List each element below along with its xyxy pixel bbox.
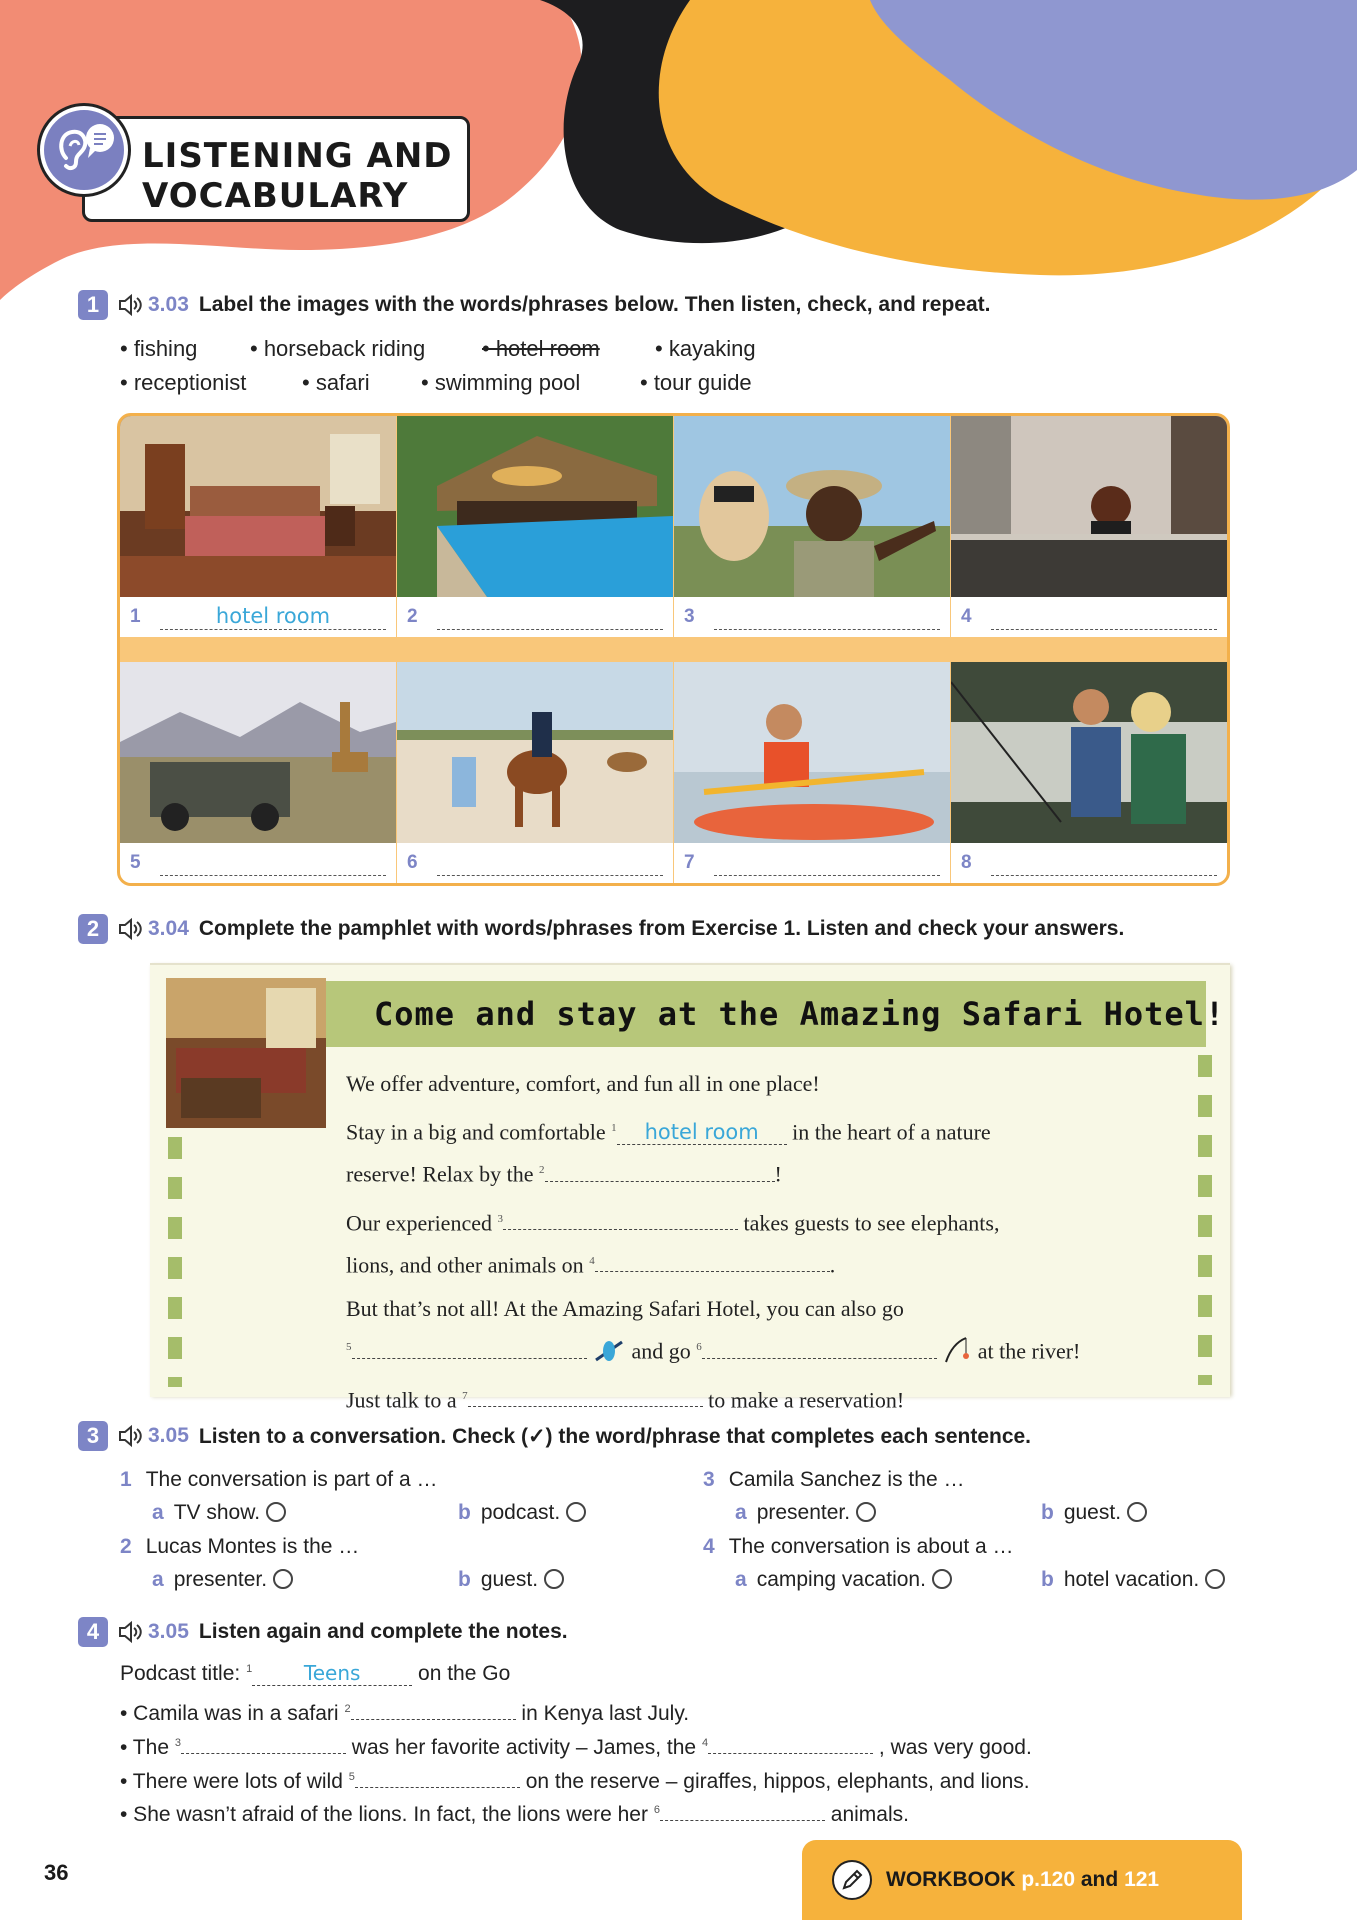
exercise-number: 4 bbox=[78, 1617, 108, 1647]
answer-blank-4[interactable] bbox=[708, 1730, 873, 1754]
answer-blank[interactable] bbox=[991, 850, 1217, 876]
text: Stay in a big and comfortable bbox=[346, 1119, 612, 1145]
question-number: 4 bbox=[703, 1535, 715, 1558]
reception-desk-photo bbox=[951, 416, 1227, 597]
podcast-title-line: Podcast title: $^1$ Teens on the Go bbox=[120, 1661, 511, 1685]
word-item: • swimming pool bbox=[421, 370, 581, 395]
text: Podcast title: bbox=[120, 1662, 247, 1685]
speaker-icon bbox=[118, 293, 144, 317]
section-header bbox=[40, 106, 470, 234]
exercise-3-heading bbox=[78, 1421, 1031, 1451]
word-item: • tour guide bbox=[640, 370, 752, 395]
option-1a[interactable] bbox=[152, 1501, 286, 1525]
word-list-row-2 bbox=[120, 370, 752, 396]
hotel-room-photo bbox=[166, 978, 326, 1128]
checkbox-circle[interactable] bbox=[856, 1502, 876, 1522]
workbook-reference[interactable] bbox=[802, 1840, 1242, 1920]
note-line: • Camila was in a safari $^2$ in Kenya last July. bbox=[120, 1696, 689, 1726]
option-letter: a bbox=[152, 1568, 164, 1591]
track-number: 3.03 bbox=[148, 293, 189, 316]
track-number: 3.05 bbox=[148, 1424, 189, 1447]
option-text: guest. bbox=[1063, 1501, 1122, 1524]
answer-blank-2[interactable] bbox=[351, 1696, 516, 1720]
text: ! bbox=[774, 1161, 782, 1187]
image-label bbox=[120, 843, 396, 883]
option-4a[interactable] bbox=[735, 1568, 952, 1592]
image-number: 4 bbox=[961, 606, 972, 627]
option-letter: a bbox=[735, 1501, 747, 1524]
question-3 bbox=[703, 1468, 964, 1492]
pamphlet-line bbox=[346, 1290, 1196, 1328]
answer-blank-3[interactable] bbox=[181, 1730, 346, 1754]
answer-blank-5[interactable] bbox=[352, 1335, 587, 1359]
track-number: 3.05 bbox=[148, 1620, 189, 1643]
pamphlet-line: reserve! Relax by the $^2$ ! bbox=[346, 1151, 1196, 1193]
text: was her favorite activity – James, the bbox=[345, 1736, 702, 1759]
note-line: • There were lots of wild $^5$ on the reserve – giraffes, hippos, elephants, and lions. bbox=[120, 1764, 1030, 1794]
answer-blank[interactable]: hotel room bbox=[160, 604, 386, 630]
checkbox-circle[interactable] bbox=[273, 1569, 293, 1589]
answer-blank-3[interactable] bbox=[503, 1206, 738, 1230]
text: on the Go bbox=[412, 1662, 511, 1685]
answer-blank-6[interactable] bbox=[660, 1797, 825, 1821]
text: lions, and other animals on bbox=[346, 1252, 590, 1278]
image-label bbox=[120, 597, 396, 637]
exercise-instruction: Listen to a conversation. Check (✓) the word/phrase that completes each sentence. bbox=[198, 1424, 1032, 1448]
workbook-page: p.120 bbox=[1021, 1868, 1076, 1891]
guide-with-binoculars-photo bbox=[674, 416, 950, 597]
image-number: 2 bbox=[407, 606, 418, 627]
safari-jeep-giraffe-photo bbox=[120, 662, 396, 843]
image-label bbox=[674, 843, 950, 883]
text: • Camila was in a safari bbox=[120, 1702, 345, 1725]
listening-speech-icon bbox=[40, 106, 128, 194]
exercise-number: 3 bbox=[78, 1421, 108, 1451]
text: on the reserve – giraffes, hippos, elephants, and lions. bbox=[519, 1770, 1030, 1793]
image-label bbox=[397, 597, 673, 637]
text: . bbox=[829, 1252, 836, 1278]
text: in the heart of a nature bbox=[786, 1119, 991, 1145]
audio-track[interactable] bbox=[118, 1424, 189, 1448]
word-list-row-1 bbox=[120, 336, 756, 362]
word-item: • horseback riding bbox=[250, 336, 426, 361]
answer-blank-5[interactable] bbox=[355, 1764, 520, 1788]
question-2 bbox=[120, 1535, 359, 1559]
pamphlet-line: Just talk to a $^7$ to make a reservation! bbox=[346, 1377, 1196, 1419]
question-text: The conversation is about a … bbox=[728, 1535, 1014, 1558]
question-text: Lucas Montes is the … bbox=[145, 1535, 360, 1558]
note-line: • She wasn’t afraid of the lions. In fact, the lions were her $^6$ animals. bbox=[120, 1797, 909, 1827]
checkbox-circle[interactable] bbox=[1127, 1502, 1147, 1522]
pamphlet-text bbox=[346, 1065, 1196, 1425]
exercise-number: 1 bbox=[78, 290, 108, 320]
image-label bbox=[397, 843, 673, 883]
resort-pool-photo bbox=[397, 416, 673, 597]
word-item: • safari bbox=[302, 370, 370, 395]
answer-blank-1[interactable]: Teens bbox=[252, 1662, 412, 1686]
audio-track[interactable] bbox=[118, 293, 189, 317]
question-text: Camila Sanchez is the … bbox=[728, 1468, 965, 1491]
text: takes guests to see elephants, bbox=[737, 1209, 1000, 1235]
exercise-2-heading bbox=[78, 914, 1124, 944]
answer-blank-1[interactable]: hotel room bbox=[617, 1121, 787, 1145]
text: animals. bbox=[824, 1803, 909, 1826]
option-letter: a bbox=[152, 1501, 164, 1524]
pamphlet-line: Stay in a big and comfortable $^1$ hotel room in the heart of a nature bbox=[346, 1119, 991, 1145]
fishing-rod-icon bbox=[942, 1336, 972, 1364]
answer-blank[interactable] bbox=[991, 604, 1217, 630]
option-letter: a bbox=[735, 1568, 747, 1591]
checkbox-circle[interactable] bbox=[932, 1569, 952, 1589]
option-text: presenter. bbox=[756, 1501, 851, 1524]
option-2b[interactable] bbox=[458, 1568, 564, 1592]
exercise-1-heading bbox=[78, 290, 990, 320]
question-4 bbox=[703, 1535, 1014, 1559]
image-number: 5 bbox=[130, 852, 141, 873]
speaker-icon bbox=[118, 1424, 144, 1448]
fishing-river-photo bbox=[951, 662, 1227, 843]
checkbox-circle[interactable] bbox=[266, 1502, 286, 1522]
text: We offer adventure, comfort, and fun all in one place! bbox=[346, 1071, 820, 1096]
pamphlet-line: Our experienced $^3$ takes guests to see elephants, bbox=[346, 1200, 1196, 1242]
workbook-word: WORKBOOK bbox=[886, 1868, 1016, 1891]
image-label bbox=[951, 597, 1227, 637]
section-title: LISTENING AND VOCABULARY bbox=[142, 136, 453, 216]
answer-blank-4[interactable] bbox=[595, 1248, 830, 1272]
image-number: 8 bbox=[961, 852, 972, 873]
option-text: guest. bbox=[480, 1568, 539, 1591]
hotel-bedroom-photo bbox=[120, 416, 396, 597]
word-item: • kayaking bbox=[655, 336, 756, 361]
image-label bbox=[674, 597, 950, 637]
decorative-stripe bbox=[1198, 1055, 1212, 1385]
text: to make a reservation! bbox=[702, 1386, 905, 1412]
image-number: 7 bbox=[684, 852, 695, 873]
question-1 bbox=[120, 1468, 438, 1492]
audio-track[interactable] bbox=[118, 917, 189, 941]
text: in Kenya last July. bbox=[515, 1702, 690, 1725]
checkbox-circle[interactable] bbox=[566, 1502, 586, 1522]
option-3a[interactable] bbox=[735, 1501, 876, 1525]
exercise-instruction: Complete the pamphlet with words/phrases from Exercise 1. Listen and check your answers. bbox=[198, 917, 1125, 940]
question-number: 1 bbox=[120, 1468, 132, 1491]
answer-blank[interactable] bbox=[160, 850, 386, 876]
option-2a[interactable] bbox=[152, 1568, 293, 1592]
option-letter: b bbox=[458, 1501, 471, 1524]
exercise-number: 2 bbox=[78, 914, 108, 944]
checkbox-circle[interactable] bbox=[544, 1569, 564, 1589]
answer-blank-6[interactable] bbox=[702, 1335, 937, 1359]
speaker-icon bbox=[118, 917, 144, 941]
text: at the river! bbox=[977, 1338, 1081, 1364]
answer-blank-2[interactable] bbox=[545, 1158, 775, 1182]
option-text: podcast. bbox=[480, 1501, 561, 1524]
option-text: presenter. bbox=[173, 1568, 268, 1591]
option-letter: b bbox=[1041, 1501, 1054, 1524]
decorative-stripe bbox=[168, 1137, 182, 1387]
word-item: • receptionist bbox=[120, 370, 247, 395]
question-text: The conversation is part of a … bbox=[145, 1468, 438, 1491]
option-letter: b bbox=[1041, 1568, 1054, 1591]
text: • There were lots of wild bbox=[120, 1770, 349, 1793]
answer-blank[interactable] bbox=[714, 604, 940, 630]
pamphlet-title: Come and stay at the Amazing Safari Hotel! bbox=[374, 995, 1226, 1033]
image-number: 6 bbox=[407, 852, 418, 873]
text: , was very good. bbox=[873, 1736, 1032, 1759]
image-number: 1 bbox=[130, 606, 141, 627]
word-item: • fishing bbox=[120, 336, 198, 361]
question-number: 3 bbox=[703, 1468, 715, 1491]
page-number: 36 bbox=[44, 1860, 69, 1885]
speaker-icon bbox=[118, 1620, 144, 1644]
text: • The bbox=[120, 1736, 175, 1759]
answer-blank[interactable] bbox=[714, 850, 940, 876]
workbook-and: and bbox=[1075, 1868, 1125, 1891]
image-label bbox=[951, 843, 1227, 883]
text: But that’s not all! At the Amazing Safari Hotel, you can also go bbox=[346, 1296, 904, 1322]
workbook-page: 121 bbox=[1124, 1868, 1160, 1891]
option-1b[interactable] bbox=[458, 1501, 586, 1525]
workbook-label bbox=[886, 1868, 1159, 1892]
horse-riders-beach-photo bbox=[397, 662, 673, 843]
pencil-icon bbox=[832, 1860, 872, 1900]
exercise-instruction: Label the images with the words/phrases below. Then listen, check, and repeat. bbox=[198, 293, 991, 316]
safari-hotel-pamphlet bbox=[150, 965, 1230, 1412]
exercise-4-heading bbox=[78, 1617, 568, 1647]
text: and go bbox=[631, 1338, 697, 1364]
option-text: hotel vacation. bbox=[1063, 1568, 1200, 1591]
text: Just talk to a bbox=[346, 1386, 463, 1412]
word-item-crossed-out: • hotel room bbox=[482, 336, 600, 361]
answer-blank[interactable] bbox=[437, 604, 663, 630]
option-text: TV show. bbox=[173, 1501, 261, 1524]
option-3b[interactable] bbox=[1041, 1501, 1147, 1525]
text: reserve! Relax by the bbox=[346, 1161, 540, 1187]
checkbox-circle[interactable] bbox=[1205, 1569, 1225, 1589]
text: Our experienced bbox=[346, 1209, 498, 1235]
pamphlet-line: $^5$ and go $^6$ at the river! bbox=[346, 1328, 1196, 1370]
audio-track[interactable] bbox=[118, 1620, 189, 1644]
track-number: 3.04 bbox=[148, 917, 189, 940]
exercise-instruction: Listen again and complete the notes. bbox=[198, 1620, 568, 1643]
option-text: camping vacation. bbox=[756, 1568, 926, 1591]
question-number: 2 bbox=[120, 1535, 132, 1558]
kayaker-photo bbox=[674, 662, 950, 843]
note-line: • The $^3$ was her favorite activity – James, the $^4$ , was very good. bbox=[120, 1730, 1032, 1760]
pamphlet-line bbox=[346, 1065, 1196, 1103]
answer-blank-7[interactable] bbox=[468, 1383, 703, 1407]
image-number: 3 bbox=[684, 606, 695, 627]
image-label-grid bbox=[117, 413, 1230, 886]
kayak-icon bbox=[592, 1338, 626, 1364]
answer-blank[interactable] bbox=[437, 850, 663, 876]
text: • She wasn’t afraid of the lions. In fact, the lions were her bbox=[120, 1803, 654, 1826]
option-letter: b bbox=[458, 1568, 471, 1591]
pamphlet-line: lions, and other animals on $^4$ . bbox=[346, 1242, 1196, 1284]
option-4b[interactable] bbox=[1041, 1568, 1225, 1592]
